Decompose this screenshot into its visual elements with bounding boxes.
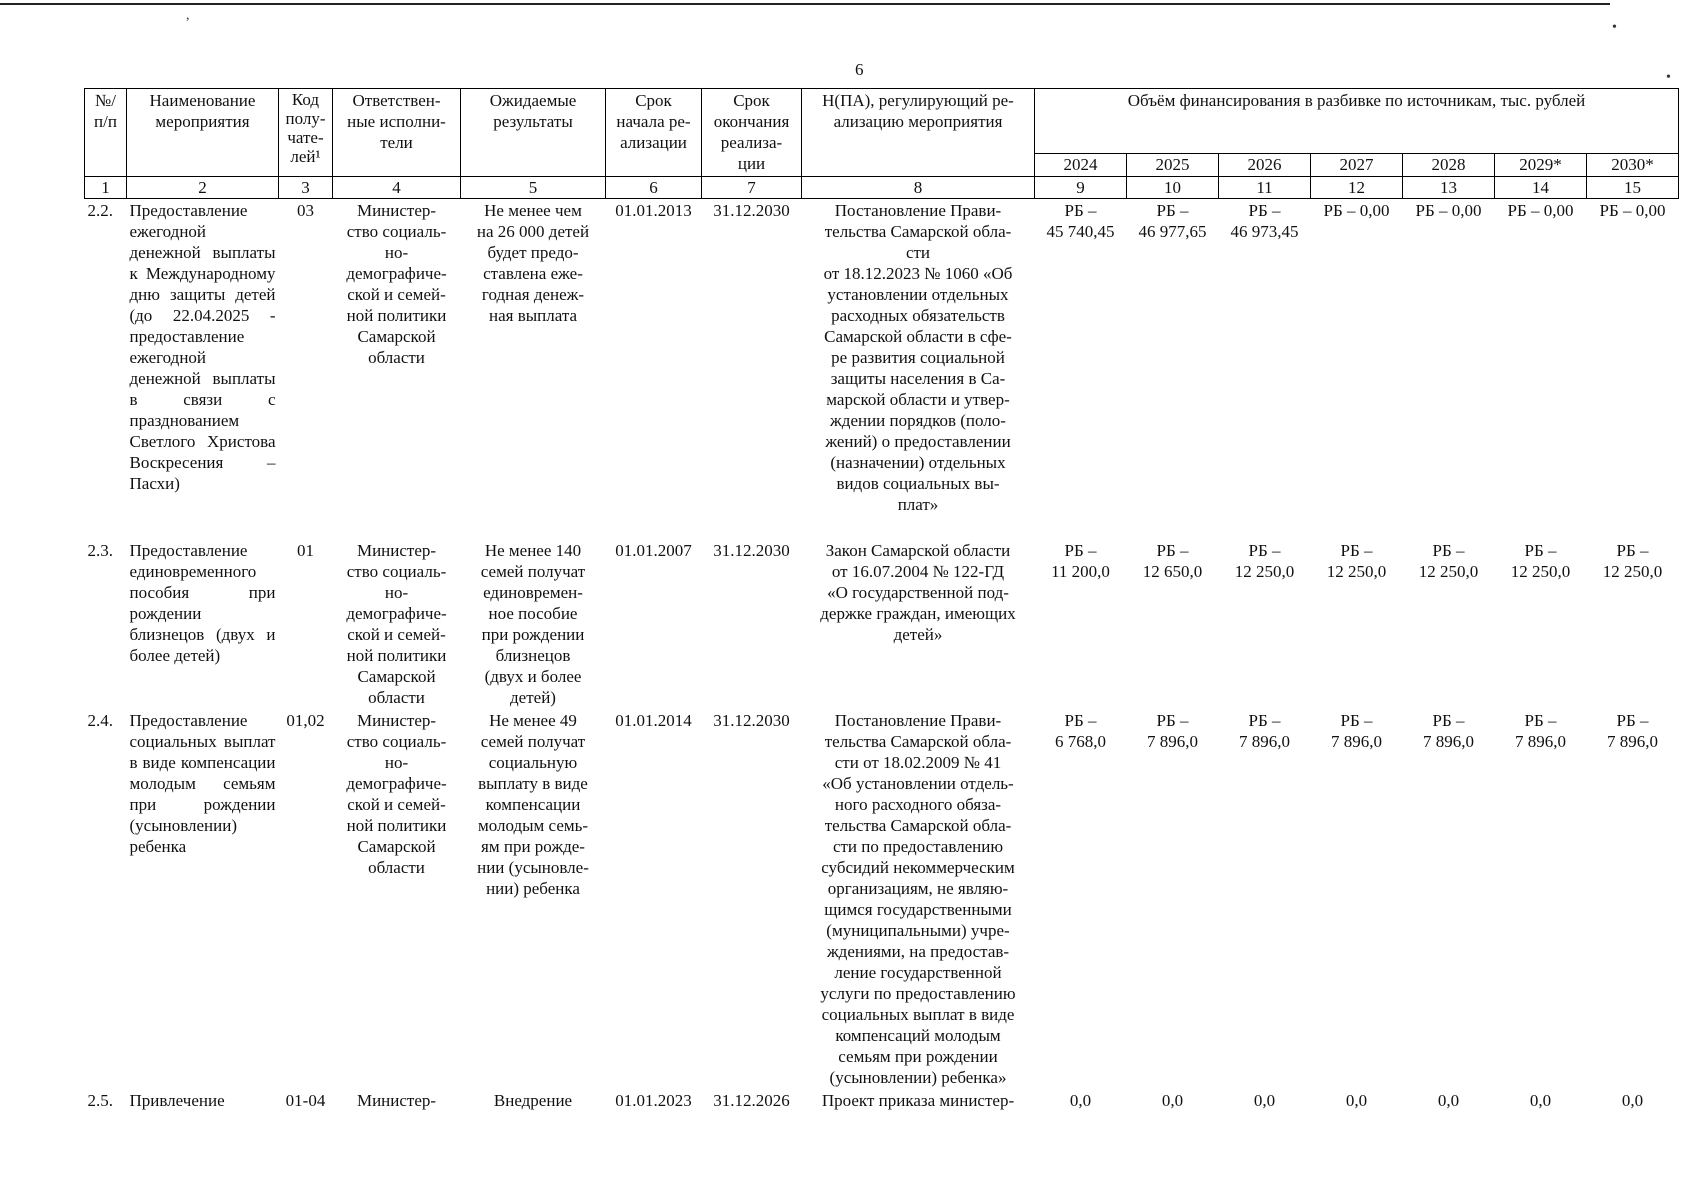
row-number: 2.2. xyxy=(87,201,113,220)
funding-2025: РБ – 7 896,0 xyxy=(1147,710,1198,751)
executor: Министер- ство социаль- но- демографиче- ской и семей- ной политики Самарской области xyxy=(346,540,447,707)
column-number: 7 xyxy=(702,177,802,199)
year-cell: 2027 xyxy=(1311,154,1403,177)
table-header-row xyxy=(85,89,1679,154)
activity-name: Предоставление социальных выплат в виде компенсации молодым семьям при рождении (усыновлении) ребенка xyxy=(129,710,276,856)
funding-2026: РБ – 12 250,0 xyxy=(1234,540,1295,581)
funding-2030: 0,0 xyxy=(1621,1090,1644,1110)
activity-name: Привлечение xyxy=(129,1090,225,1110)
funding-2028: РБ – 7 896,0 xyxy=(1423,710,1474,751)
activity-name: Предоставление единовременного пособия при рождении близнецов (двух и более детей) xyxy=(129,540,276,665)
column-number: 15 xyxy=(1587,177,1679,199)
funding-2028: 0,0 xyxy=(1437,1090,1460,1110)
funding-2027: РБ – 0,00 xyxy=(1323,201,1390,220)
column-numbers-row xyxy=(85,177,1679,199)
funding-2024: РБ – 45 740,45 xyxy=(1046,201,1115,241)
scan-mark: , xyxy=(186,8,190,23)
column-number: 4 xyxy=(333,177,461,199)
executor: Министер- xyxy=(356,1090,437,1110)
column-number: 13 xyxy=(1403,177,1495,199)
column-number: 9 xyxy=(1035,177,1127,199)
end-date: 31.12.2030 xyxy=(713,540,790,560)
expected-result: Не менее 49 семей получат социальную выплату в виде компенсации молодым семь- ям при рожде- нии (усыновле- нии) ребенка xyxy=(477,710,589,898)
column-number: 11 xyxy=(1219,177,1311,199)
recipient-code: 01-04 xyxy=(285,1090,326,1110)
start-date: 01.01.2014 xyxy=(615,710,692,730)
funding-2024: РБ – 6 768,0 xyxy=(1055,710,1106,751)
funding-2026: РБ – 7 896,0 xyxy=(1239,710,1290,751)
year-cell: 2030* xyxy=(1587,154,1679,177)
table-row xyxy=(85,199,1679,539)
funding-2029: РБ – 12 250,0 xyxy=(1510,540,1571,581)
row-number: 2.3. xyxy=(87,540,113,560)
start-date: 01.01.2013 xyxy=(615,201,692,220)
column-number: 2 xyxy=(127,177,279,199)
column-number: 12 xyxy=(1311,177,1403,199)
header-executors: Ответствен- ные исполни- тели xyxy=(333,89,461,177)
table-row xyxy=(85,1089,1679,1112)
funding-2027: РБ – 12 250,0 xyxy=(1326,540,1387,581)
executor: Министер- ство социаль- но- демографиче- ской и семей- ной политики Самарской области xyxy=(346,710,447,877)
funding-2027: 0,0 xyxy=(1345,1090,1368,1110)
recipient-code: 01 xyxy=(297,540,314,560)
funding-2030: РБ – 7 896,0 xyxy=(1607,710,1658,751)
expected-result: Внедрение xyxy=(493,1090,573,1110)
page-number: 6 xyxy=(855,60,864,79)
regulation: Постановление Прави- тельства Самарской обла- сти от 18.02.2009 № 41 «Об установлении отдель- ного расходного обяза- тельства Самарской обла- сти по предоставлению субсидий некоммерческим организациям, не являю- щимся государственными (муниципальными) учре- ждениями, на предостав- ление государственной услуги по предоставлению социальных выплат в виде компенсаций молодым семьям при рождении (усыновлении) ребенка» xyxy=(820,710,1016,1087)
funding-2025: РБ – 12 650,0 xyxy=(1142,540,1203,581)
scan-mark: • xyxy=(1612,20,1617,35)
header-start-date: Срок начала ре- ализации xyxy=(606,89,702,177)
funding-2026: РБ – 46 973,45 xyxy=(1230,201,1299,241)
recipient-code: 01,02 xyxy=(286,710,325,730)
header-expected-results: Ожидаемые результаты xyxy=(461,89,606,177)
executor: Министер- ство социаль- но- демографиче- ской и семей- ной политики Самарской области xyxy=(346,201,447,367)
end-date: 31.12.2030 xyxy=(713,201,790,220)
funding-2030: РБ – 0,00 xyxy=(1599,201,1666,220)
funding-2029: РБ – 0,00 xyxy=(1507,201,1574,220)
funding-2025: 0,0 xyxy=(1161,1090,1184,1110)
row-number: 2.4. xyxy=(87,710,113,730)
funding-2027: РБ – 7 896,0 xyxy=(1331,710,1382,751)
expected-result: Не менее 140 семей получат единовремен- ное пособие при рождении близнецов (двух и более детей) xyxy=(480,540,586,707)
header-number: №/ п/п xyxy=(85,89,127,177)
funding-2029: 0,0 xyxy=(1529,1090,1552,1110)
year-cell: 2024 xyxy=(1035,154,1127,177)
expected-result: Не менее чем на 26 000 детей будет предо- ставлена еже- годная денеж- ная выплата xyxy=(476,201,590,325)
scan-mark: • xyxy=(1666,70,1671,85)
year-cell: 2025 xyxy=(1127,154,1219,177)
funding-2025: РБ – 46 977,65 xyxy=(1138,201,1207,241)
funding-2024: РБ – 11 200,0 xyxy=(1051,540,1110,581)
funding-2028: РБ – 0,00 xyxy=(1415,201,1482,220)
funding-2030: РБ – 12 250,0 xyxy=(1602,540,1663,581)
column-number: 14 xyxy=(1495,177,1587,199)
funding-2029: РБ – 7 896,0 xyxy=(1515,710,1566,751)
header-activity-name: Наименование мероприятия xyxy=(127,89,279,177)
column-number: 5 xyxy=(461,177,606,199)
header-regulation: Н(ПА), регулирующий ре- ализацию мероприятия xyxy=(802,89,1035,177)
row-number: 2.5. xyxy=(87,1090,113,1110)
funding-2024: 0,0 xyxy=(1069,1090,1092,1110)
column-number: 3 xyxy=(279,177,333,199)
header-funding: Объём финансирования в разбивке по источникам, тыс. рублей xyxy=(1035,89,1679,154)
program-activities-table xyxy=(84,88,1679,1112)
regulation: Проект приказа министер- xyxy=(821,1090,1015,1110)
column-number: 1 xyxy=(85,177,127,199)
year-cell: 2029* xyxy=(1495,154,1587,177)
header-recipient-code: Код полу- чате- лей¹ xyxy=(279,89,333,177)
top-border-line xyxy=(0,3,1610,5)
end-date: 31.12.2030 xyxy=(713,710,790,730)
start-date: 01.01.2007 xyxy=(615,540,692,560)
funding-2026: 0,0 xyxy=(1253,1090,1276,1110)
activity-name: Предоставление ежегодной денежной выплаты к Международному дню защиты детей (до 22.04.2025 - предоставление ежегодной денежной выплаты в связи с празднованием Светлого Христова Воскресения – Пасхи) xyxy=(129,201,276,493)
year-cell: 2028 xyxy=(1403,154,1495,177)
table-row xyxy=(85,539,1679,709)
column-number: 10 xyxy=(1127,177,1219,199)
recipient-code: 03 xyxy=(297,201,314,220)
year-cell: 2026 xyxy=(1219,154,1311,177)
funding-2028: РБ – 12 250,0 xyxy=(1418,540,1479,581)
start-date: 01.01.2023 xyxy=(615,1090,692,1110)
table-row xyxy=(85,709,1679,1089)
regulation: Закон Самарской области от 16.07.2004 № 122-ГД «О государственной под- держке граждан, имеющих детей» xyxy=(820,540,1016,644)
column-number: 8 xyxy=(802,177,1035,199)
end-date: 31.12.2026 xyxy=(713,1090,790,1110)
regulation: Постановление Прави- тельства Самарской обла- сти от 18.12.2023 № 1060 «Об установлении отдельных расходных обязательств Самарской области в сфе- ре развития социальной защиты населения в Са- марской области и утвер- ждении порядков (поло- жений) о предоставлении (назначении) отдельных видов социальных вы- плат» xyxy=(823,201,1013,514)
header-end-date: Срок окончания реализа- ции xyxy=(702,89,802,177)
column-number: 6 xyxy=(606,177,702,199)
